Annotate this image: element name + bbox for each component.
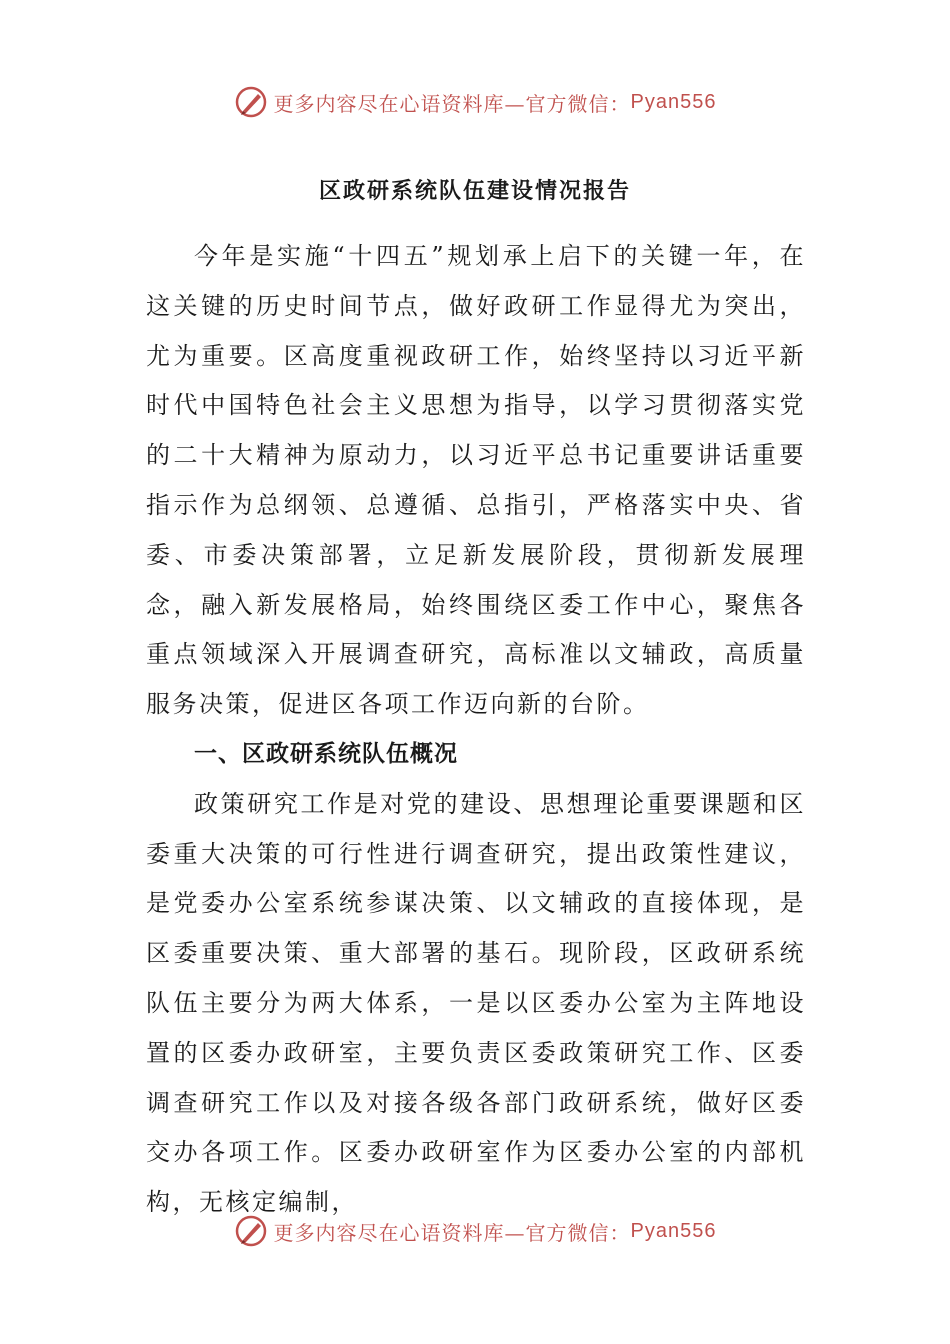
watermark-text: 更多内容尽在心语资料库—官方微信： xyxy=(273,91,631,116)
document-body xyxy=(146,232,806,1228)
section-heading-1: 一、区政研系统队伍概况 xyxy=(194,740,458,767)
watermark-wechat-id: Pyan556 xyxy=(630,1219,717,1242)
watermark-banner-bottom xyxy=(0,1211,950,1251)
watermark-banner-top xyxy=(0,82,950,122)
pen-logo-icon xyxy=(234,1214,268,1248)
watermark-wechat-id: Pyan556 xyxy=(630,90,717,113)
watermark-text: 更多内容尽在心语资料库—官方微信： xyxy=(273,1220,631,1245)
paragraph-section-1: 政策研究工作是对党的建设、思想理论重要课题和区委重大决策的可行性进行调查研究，提出政策性建议，是党委办公室系统参谋决策、以文辅政的直接体现，是区委重要决策、重大部署的基石。现阶段，区政研系统队伍主要分为两大体系，一是以区委办公室为主阵地设置的区委办政研室，主要负责区委政策研究工作、区委调查研究工作以及对接各级各部门政研系统，做好区委交办各项工作。区委办政研室作为区委办公室的内部机构，无核定编制， xyxy=(146,789,806,1217)
document-title: 区政研系统队伍建设情况报告 xyxy=(318,179,631,204)
paragraph-intro: 今年是实施“十四五”规划承上启下的关键一年，在这关键的历史时间节点，做好政研工作显得尤为突出，尤为重要。区高度重视政研工作，始终坚持以习近平新时代中国特色社会主义思想为指导，以学习贯彻落实党的二十大精神为原动力，以习近平总书记重要讲话重要指示作为总纲领、总遵循、总指引，严格落实中央、省委、市委决策部署，立足新发展阶段，贯彻新发展理念，融入新发展格局，始终围绕区委工作中心，聚焦各重点领域深入开展调查研究，高标准以文辅政，高质量服务决策，促进区各项工作迈向新的台阶。 xyxy=(146,242,806,719)
pen-logo-icon xyxy=(234,85,268,119)
